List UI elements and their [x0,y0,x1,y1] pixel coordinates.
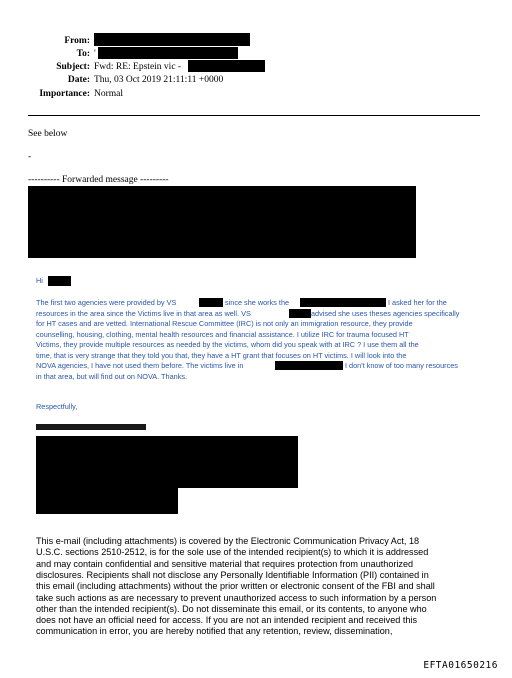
document-id: EFTA01650216 [423,660,498,671]
redaction-line-7 [275,361,343,370]
date-label: Date: [67,75,90,85]
disclaimer-line-8: does not have an official need for access. If you are not an intended recipient and received this [36,615,418,626]
subject-value: Fwd: RE: Epstein vic - [94,62,182,72]
redaction-greeting-name [48,276,71,286]
disclaimer-line-6: take such actions as are necessary to prevent unauthorized access to such information by a person [36,592,437,603]
message-line-1a: The first two agencies were provided by VS [36,298,177,307]
forwarded-message-header: ---------- Forwarded message --------- [28,175,169,185]
redaction-signature-block [36,436,298,488]
disclaimer-line-9: communication in error, you are hereby notified that any retention, review, dissemination, [36,626,393,637]
redaction-forwarded-headers [28,186,416,258]
to-prefix: ' [94,49,96,59]
disclaimer-line-3: and may contain confidential and sensitive material that requires protection from unauthorized [36,558,414,569]
redaction-line-1a [199,298,223,307]
disclaimer-line-7: other than the intended recipient(s). Do not disseminate this email, or its contents, to anyone who [36,603,427,614]
message-line-1b: since she works the [225,298,290,307]
dash-text: - [28,152,32,162]
importance-value: Normal [94,89,124,99]
message-line-7a: NOVA agencies, I have not used them before. The victims live in [36,361,244,370]
closing-text: Respectfully, [36,402,78,411]
disclaimer-line-1: This e-mail (including attachments) is covered by the Electronic Communication Privacy Act, 18 [36,536,420,546]
disclaimer-line-2: U.S.C. sections 2510-2512, is for the sole use of the intended recipient(s) to which it is addressed [36,547,429,558]
redaction-signature-name [36,424,146,430]
message-line-2b: advised she uses theses agencies specifically [311,308,460,318]
greeting-text: Hi [36,276,43,285]
date-value: Thu, 03 Oct 2019 21:11:11 +0000 [94,75,224,85]
disclaimer-line-4: disclosures. Recipients shall not disclose any Personally Identifiable Information (PII) contained in [36,569,429,580]
to-label: To: [76,49,90,59]
header-divider [28,115,480,116]
importance-label: Importance: [39,89,90,99]
redaction-signature-tail [36,488,178,514]
redaction-to [98,47,238,59]
message-line-8: in that area, but will find out on NOVA. Thanks. [36,371,188,381]
redaction-line-2 [289,309,311,318]
subject-label: Subject: [56,62,90,72]
redaction-from [94,33,250,46]
see-below-text: See below [28,129,68,139]
disclaimer-line-5: this email (including attachments) without the prior written or electronic consent of the FBI and shall [36,581,435,592]
from-label: From: [64,36,90,46]
message-line-4: counselling, housing, clothing, mental health resources and financial assistance. I utilize IRC for trauma focused HT [36,329,409,339]
message-line-7b: I don't know of too many resources [345,361,458,370]
message-line-5: Victims, they provide multiple resources as needed by the victims, whom did you speak with at IRC ? I use them all the [36,340,419,349]
redaction-subject [188,60,265,72]
redaction-line-1b [300,298,386,307]
message-line-2a: resources in the area since the Victims live in that area as well. VS [36,308,251,318]
message-line-3: for HT cases and are vetted. International Rescue Committee (IRC) is not only an immigration resource, they provide [36,319,413,328]
message-line-1c: I asked her for the [388,298,447,307]
message-line-6: time, that is very strange that they told you that, they have a HT grant that focuses on HT victims. I will look into the [36,350,407,360]
